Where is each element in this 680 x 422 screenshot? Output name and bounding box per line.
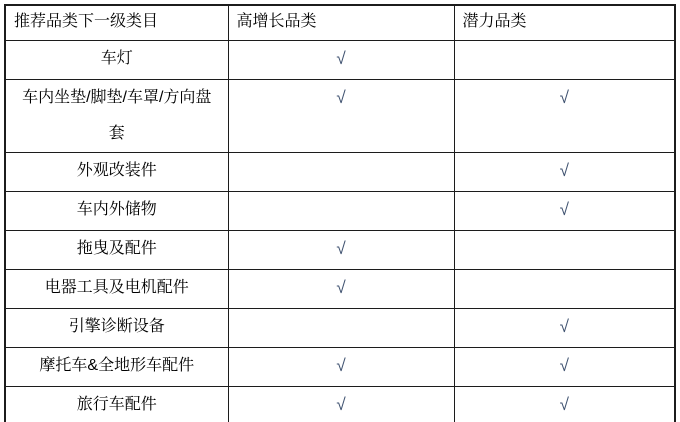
table-body [5,41,675,422]
category-cell: 摩托车&全地形车配件 [5,348,228,387]
category-cell: 拖曳及配件 [5,231,228,270]
table-row [5,153,675,192]
high-growth-check-cell [228,153,454,192]
potential-check-cell [454,270,675,309]
potential-check-cell: √ [454,153,675,192]
category-cell: 车内坐垫/脚垫/车罩/方向盘套 [5,80,228,153]
col-header-high-growth: 高增长品类 [228,5,454,41]
table-row [5,41,675,80]
category-cell: 引擎诊断设备 [5,309,228,348]
category-cell: 电器工具及电机配件 [5,270,228,309]
table-row [5,80,675,153]
potential-check-cell [454,41,675,80]
table-row [5,309,675,348]
table-row [5,192,675,231]
table-row [5,387,675,422]
header-row [5,5,675,41]
potential-check-cell: √ [454,387,675,422]
high-growth-check-cell: √ [228,80,454,153]
potential-check-cell: √ [454,192,675,231]
high-growth-check-cell: √ [228,270,454,309]
high-growth-check-cell: √ [228,231,454,270]
high-growth-check-cell [228,192,454,231]
potential-check-cell: √ [454,348,675,387]
category-cell: 车灯 [5,41,228,80]
table-row [5,348,675,387]
table-row [5,270,675,309]
category-cell: 车内外储物 [5,192,228,231]
col-header-category: 推荐品类下一级类目 [5,5,228,41]
high-growth-check-cell: √ [228,41,454,80]
high-growth-check-cell: √ [228,348,454,387]
table-row [5,231,675,270]
potential-check-cell [454,231,675,270]
category-cell: 外观改装件 [5,153,228,192]
potential-check-cell: √ [454,309,675,348]
category-table [4,4,676,422]
col-header-potential: 潜力品类 [454,5,675,41]
high-growth-check-cell: √ [228,387,454,422]
category-cell: 旅行车配件 [5,387,228,422]
potential-check-cell: √ [454,80,675,153]
high-growth-check-cell [228,309,454,348]
